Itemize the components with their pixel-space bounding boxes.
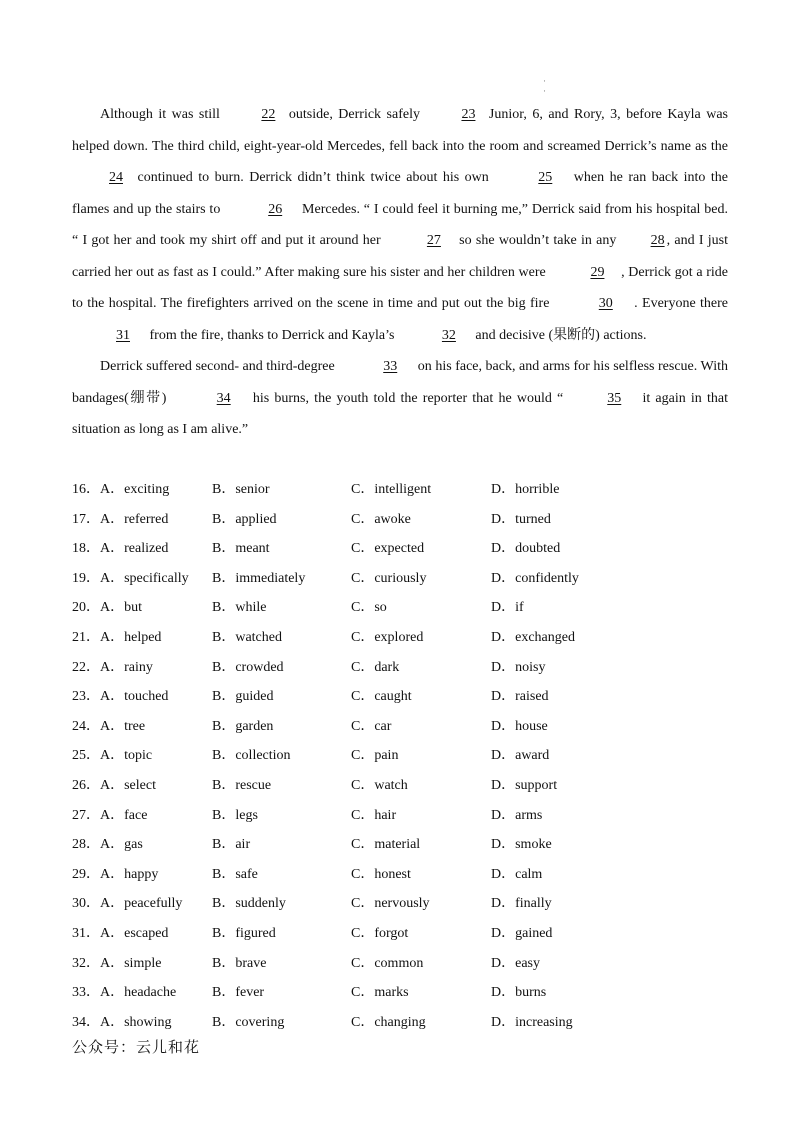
option-row	[72, 564, 732, 594]
option-c: C．nervously	[351, 896, 430, 912]
option-a: 21．A．helped	[72, 629, 162, 645]
option-b: B．fever	[212, 985, 265, 1001]
option-a: 32．A．simple	[72, 955, 162, 971]
option-row	[72, 593, 732, 623]
option-d: D．increasing	[491, 1014, 573, 1030]
option-b: B．suddenly	[212, 896, 286, 912]
passage-text: Junior, 6, and Rory, 3, before Kayla was helped down. The third child, eight-year-old Mercedes, fell back into the room and screamed Derrick’s name as the	[72, 107, 729, 154]
option-b: B．immediately	[212, 570, 306, 586]
option-c: C．marks	[351, 985, 409, 1001]
option-a: 18．A．realized	[72, 541, 169, 557]
option-row	[72, 978, 732, 1008]
option-d: D．confidently	[491, 570, 579, 586]
option-b: B．applied	[212, 511, 277, 527]
option-a: 17．A．referred	[72, 511, 169, 527]
option-a: 22．A．rainy	[72, 659, 153, 675]
option-c: C．awoke	[351, 511, 411, 527]
option-row	[72, 623, 732, 653]
option-b: B．collection	[212, 748, 291, 764]
blank-24: 24	[109, 170, 123, 185]
option-d: D．doubted	[491, 541, 561, 557]
blank-27: 27	[426, 233, 441, 248]
option-b: B．brave	[212, 955, 267, 971]
option-row	[72, 534, 732, 564]
option-c: C．common	[351, 955, 424, 971]
option-row	[72, 475, 732, 505]
option-b: B．while	[212, 600, 267, 616]
cloze-passage	[72, 99, 728, 446]
option-row	[72, 712, 732, 742]
option-d: D．horrible	[491, 482, 560, 497]
option-row	[72, 771, 732, 801]
option-b: B．guided	[212, 689, 274, 705]
passage-text: Mercedes. “ I could feel it burning me,” Derrick said from his hospital bed. “ I got her and took my shirt off and put it around her	[72, 201, 729, 248]
option-c: C．explored	[351, 629, 424, 645]
option-b: B．senior	[212, 482, 270, 497]
option-row	[72, 919, 732, 949]
option-a: 20．A．but	[72, 600, 142, 616]
option-row	[72, 653, 732, 683]
option-row	[72, 682, 732, 712]
option-c: C．car	[351, 718, 392, 734]
blank-28: 28	[650, 233, 665, 248]
option-b: B．legs	[212, 807, 258, 823]
passage-text: so she wouldn’t take in any	[454, 233, 621, 248]
option-d: D．raised	[491, 689, 549, 705]
blank-22: 22	[261, 107, 276, 122]
passage-text: , and I just carried her out as fast as I could.” After making sure his sister and her children were	[72, 233, 728, 280]
option-row	[72, 949, 732, 979]
option-a: 16．A．exciting	[72, 482, 170, 497]
passage-text: . Everyone there	[629, 296, 728, 311]
options-list	[72, 475, 732, 1037]
option-a: 24．A．tree	[72, 718, 146, 734]
option-d: D．turned	[491, 511, 551, 527]
option-d: D．award	[491, 748, 550, 764]
blank-35: 35	[607, 390, 622, 406]
option-b: B．rescue	[212, 777, 272, 793]
passage-text: it again in that situation as long as I am alive.”	[72, 390, 728, 437]
option-row	[72, 889, 732, 919]
option-c: C．hair	[351, 807, 397, 823]
option-d: D．if	[491, 600, 524, 616]
option-d: D．exchanged	[491, 629, 575, 645]
blank-34: 34	[216, 390, 231, 406]
passage-text: Derrick suffered second- and third-degree	[100, 359, 339, 374]
option-row	[72, 830, 732, 860]
passage-text: outside, Derrick safely	[283, 107, 426, 122]
option-d: D．house	[491, 718, 548, 734]
option-b: B．crowded	[212, 659, 284, 675]
footer-wechat-note: 公众号：云儿和花	[72, 1038, 201, 1056]
option-d: D．calm	[491, 866, 543, 882]
option-a: 27．A．face	[72, 807, 148, 823]
passage-text: from the fire, thanks to Derrick and Kayla’s	[146, 327, 398, 343]
option-b: B．covering	[212, 1014, 285, 1030]
passage-text: and decisive (果断的) actions.	[471, 327, 647, 343]
decorative-dots: · ·	[543, 76, 546, 96]
option-a: 19．A．specifically	[72, 570, 189, 586]
blank-31: 31	[116, 327, 130, 343]
option-c: C．dark	[351, 659, 400, 675]
option-b: B．figured	[212, 925, 276, 941]
passage-text: his burns, the youth told the reporter that he would “	[247, 390, 564, 406]
blank-29: 29	[590, 264, 605, 280]
paragraph-1	[72, 99, 728, 351]
option-c: C．so	[351, 600, 387, 616]
passage-text: , Derrick got a ride to the hospital. The firefighters arrived on the scene in time and put out the big fire	[72, 264, 728, 311]
passage-text: Although it was still	[100, 107, 226, 122]
option-row	[72, 505, 732, 535]
option-c: C．expected	[351, 541, 425, 557]
option-c: C．material	[351, 837, 421, 853]
option-c: C．caught	[351, 689, 412, 705]
passage-text: on his face, back, and arms for his selfless rescue. With bandages(绷带)	[72, 359, 728, 406]
blank-32: 32	[441, 327, 456, 343]
option-c: C．intelligent	[351, 482, 432, 497]
blank-30: 30	[598, 296, 613, 311]
option-row	[72, 801, 732, 831]
option-b: B．safe	[212, 866, 258, 882]
passage-text: continued to burn. Derrick didn’t think twice about his own	[132, 170, 495, 185]
option-a: 29．A．happy	[72, 866, 159, 882]
blank-33: 33	[383, 359, 398, 374]
option-c: C．changing	[351, 1014, 426, 1030]
option-row	[72, 741, 732, 771]
passage-text: when he ran back into the flames and up the stairs to	[72, 170, 728, 217]
option-c: C．pain	[351, 748, 399, 764]
option-a: 34．A．showing	[72, 1014, 172, 1030]
option-a: 31．A．escaped	[72, 925, 169, 941]
option-b: B．meant	[212, 541, 270, 557]
option-row	[72, 860, 732, 890]
option-d: D．arms	[491, 807, 543, 823]
option-a: 25．A．topic	[72, 748, 153, 764]
option-d: D．easy	[491, 955, 540, 971]
blank-23: 23	[461, 107, 476, 122]
option-row	[72, 1008, 732, 1038]
option-a: 33．A．headache	[72, 985, 177, 1001]
option-d: D．noisy	[491, 659, 546, 675]
option-d: D．smoke	[491, 837, 552, 853]
option-c: C．watch	[351, 777, 408, 793]
option-c: C．forgot	[351, 925, 409, 941]
option-a: 28．A．gas	[72, 837, 143, 853]
option-a: 26．A．select	[72, 777, 156, 793]
paragraph-2	[72, 351, 728, 446]
option-b: B．garden	[212, 718, 274, 734]
blank-25: 25	[538, 170, 553, 185]
option-c: C．honest	[351, 866, 411, 882]
option-b: B．air	[212, 837, 251, 853]
option-d: D．gained	[491, 925, 553, 941]
option-a: 30．A．peacefully	[72, 896, 183, 912]
blank-26: 26	[268, 201, 283, 217]
option-d: D．finally	[491, 896, 552, 912]
option-a: 23．A．touched	[72, 689, 169, 705]
option-b: B．watched	[212, 629, 282, 645]
option-d: D．burns	[491, 985, 547, 1001]
option-c: C．curiously	[351, 570, 427, 586]
option-d: D．support	[491, 777, 558, 793]
